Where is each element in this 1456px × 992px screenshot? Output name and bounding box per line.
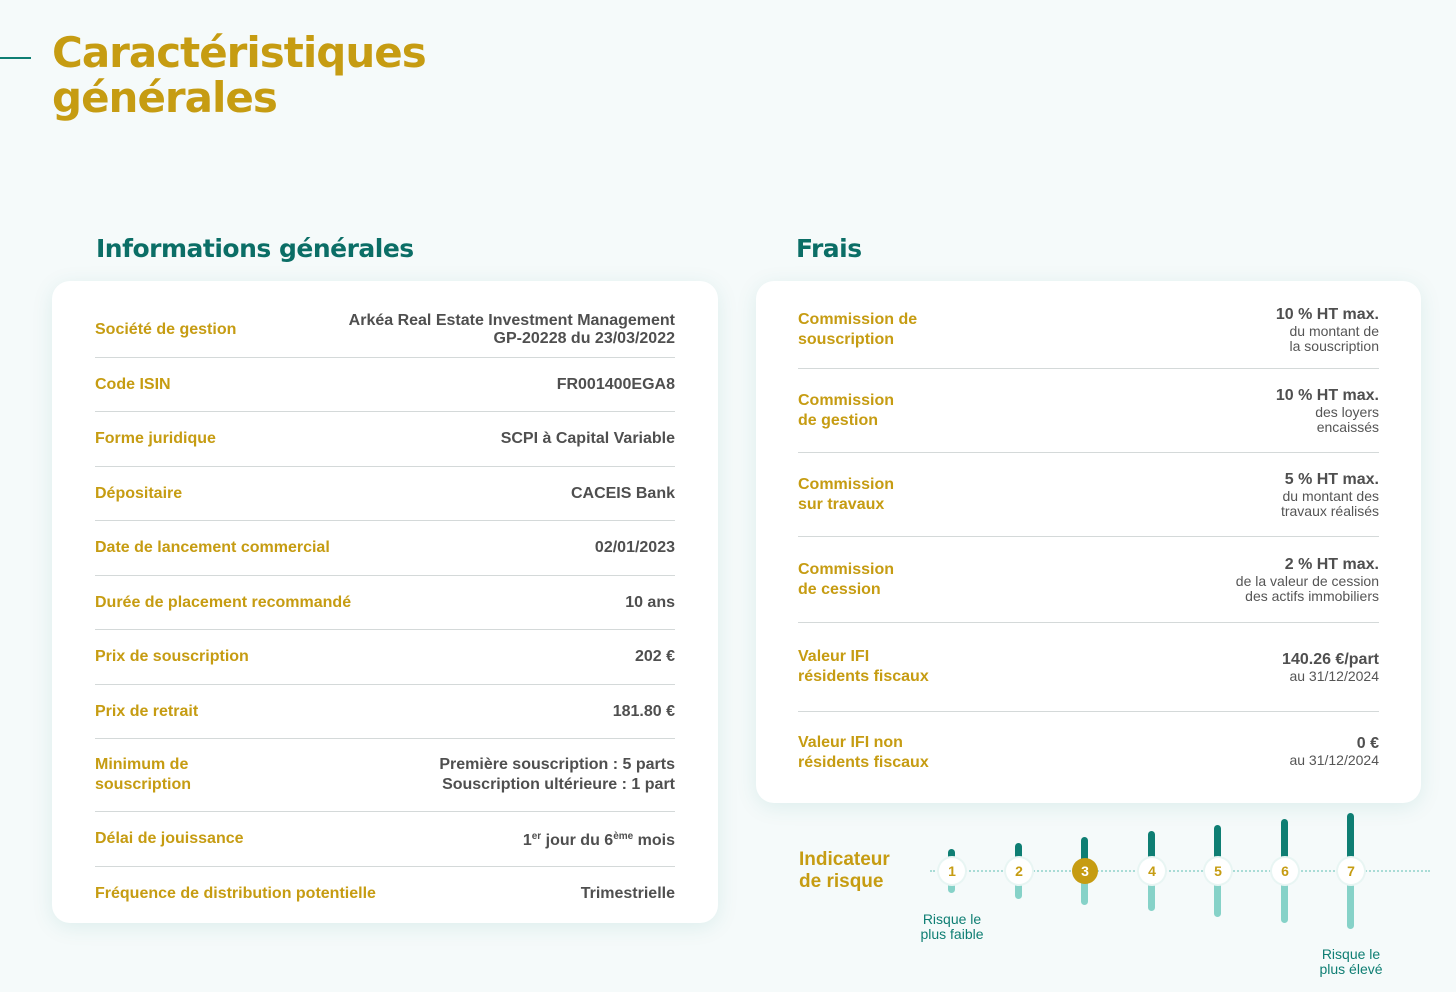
- fee-value: 5 % HT max. du montant des travaux réalisés: [1280, 471, 1379, 519]
- info-card: [52, 281, 718, 923]
- fee-row-disposal: [798, 537, 1379, 623]
- risk-level-5: 5: [1205, 858, 1231, 884]
- risk-level-1: 1: [939, 858, 965, 884]
- fee-label: Commission sur travaux: [798, 475, 895, 513]
- fee-label: Commission de cession: [798, 560, 895, 598]
- fees-card: [756, 281, 1421, 803]
- risk-low-caption: Risque le plus faible: [920, 911, 984, 942]
- risk-level-2: 2: [1006, 858, 1032, 884]
- fee-row-ifi-residents: [798, 623, 1379, 712]
- info-label: Code ISIN: [95, 375, 171, 393]
- info-row-launch-date: [95, 521, 675, 576]
- info-value: 02/01/2023: [594, 539, 675, 556]
- info-label: Fréquence de distribution potentielle: [95, 885, 376, 902]
- fee-label: Valeur IFI non résidents fiscaux: [798, 734, 929, 771]
- fees-section-title: Frais: [796, 234, 862, 263]
- risk-high-caption: Risque le plus élevé: [1319, 946, 1383, 977]
- info-value: FR001400EGA8: [556, 375, 675, 393]
- info-label: Forme juridique: [95, 430, 216, 447]
- info-value: SCPI à Capital Variable: [500, 430, 675, 447]
- info-value: 181.80 €: [612, 702, 675, 720]
- page-title: Caractéristiques générales: [52, 28, 426, 122]
- fee-row-ifi-non-residents: [798, 712, 1379, 794]
- info-label: Délai de jouissance: [95, 830, 244, 847]
- info-label: Date de lancement commercial: [95, 539, 330, 556]
- info-value: 1er jour du 6ème mois: [522, 831, 675, 849]
- fee-label: Commission de souscription: [798, 310, 918, 348]
- info-label: Minimum de souscription: [95, 756, 192, 793]
- risk-level-3-selected: 3: [1072, 858, 1098, 884]
- info-value: 10 ans: [625, 593, 675, 611]
- fee-value: 10 % HT max. du montant de la souscription: [1275, 306, 1379, 354]
- info-row-minimum-subscription: [95, 739, 675, 812]
- info-row-legal-form: [95, 412, 675, 467]
- info-value: Trimestrielle: [580, 885, 675, 902]
- info-value: Première souscription : 5 parts Souscription ultérieure : 1 part: [439, 756, 675, 793]
- info-label: Dépositaire: [95, 484, 183, 502]
- info-value: CACEIS Bank: [570, 484, 675, 502]
- info-label: Société de gestion: [95, 321, 237, 338]
- info-row-enjoyment-delay: [95, 812, 675, 867]
- info-row-duration: [95, 576, 675, 630]
- info-row-subscription-price: [95, 630, 675, 685]
- fee-value: 140.26 €/part au 31/12/2024: [1282, 651, 1379, 684]
- risk-level-7: 7: [1338, 858, 1364, 884]
- fee-value: 10 % HT max. des loyers encaissés: [1275, 387, 1379, 435]
- info-value: 202 €: [634, 648, 675, 665]
- risk-level-4: 4: [1139, 858, 1165, 884]
- risk-indicator-label: Indicateur de risque: [799, 849, 890, 892]
- info-row-management-company: [95, 303, 675, 358]
- info-label: Durée de placement recommandé: [95, 593, 352, 611]
- info-section-title: Informations générales: [96, 234, 414, 263]
- decorative-line: [0, 57, 31, 59]
- fee-label: Valeur IFI résidents fiscaux: [798, 648, 929, 685]
- fee-row-works: [798, 453, 1379, 537]
- info-label: Prix de retrait: [95, 702, 199, 720]
- fee-row-subscription: [798, 291, 1379, 369]
- risk-level-6: 6: [1272, 858, 1298, 884]
- info-row-distribution-frequency: [95, 867, 675, 921]
- info-row-depositary: [95, 467, 675, 521]
- info-label: Prix de souscription: [95, 648, 249, 665]
- info-row-withdrawal-price: [95, 685, 675, 739]
- fee-value: 0 € au 31/12/2024: [1289, 735, 1379, 768]
- fee-row-management: [798, 369, 1379, 453]
- fee-value: 2 % HT max. de la valeur de cession des actifs immobiliers: [1235, 556, 1379, 604]
- fee-label: Commission de gestion: [798, 391, 895, 429]
- info-value: Arkéa Real Estate Investment Management GP-20228 du 23/03/2022: [348, 312, 675, 347]
- info-row-isin: [95, 358, 675, 412]
